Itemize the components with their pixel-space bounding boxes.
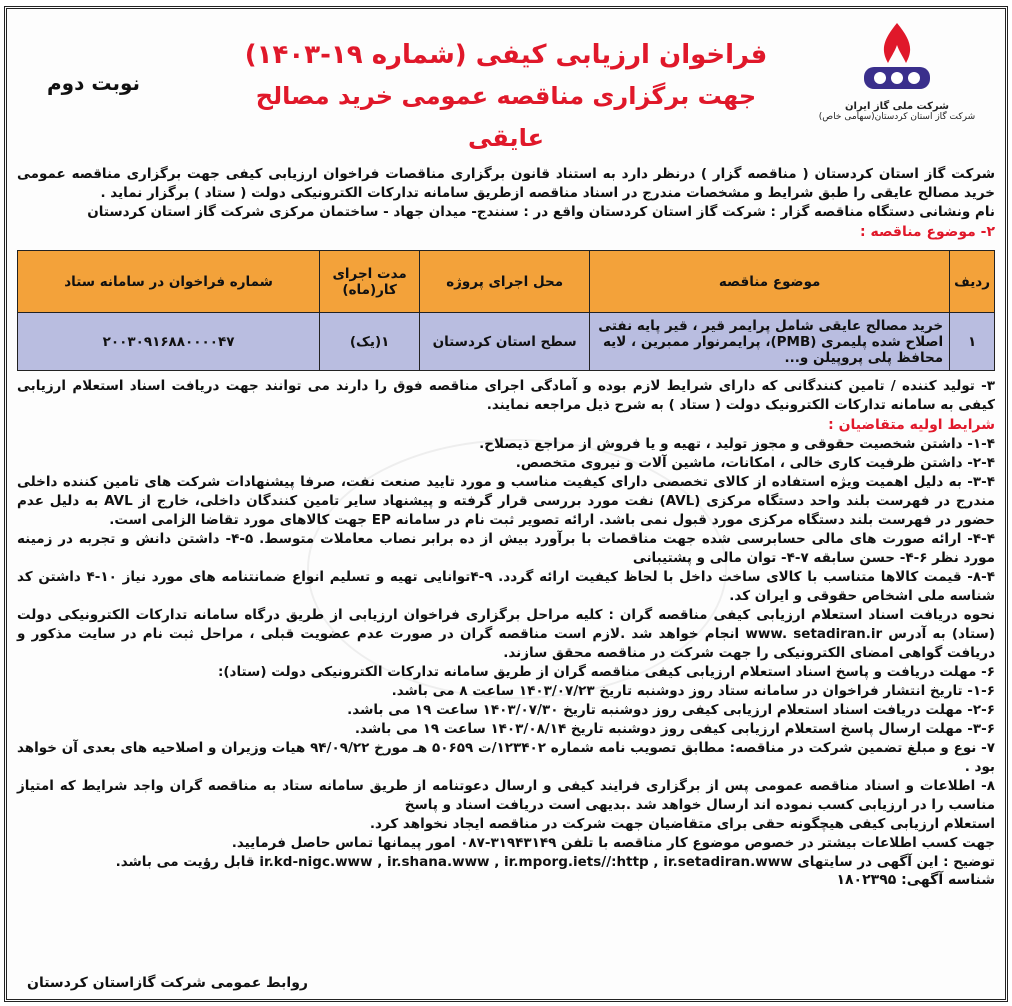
condition-3: ۳-۴- به دلیل اهمیت ویژه استفاده از کالای تخصصی دارای کیفیت مناسب و مورد تایید صنعت نفت، صرفا پیشنهادات شرکت های تامین کننده داخلی مندرج در فهرست بلند واحد دستگاه مرکزی (AVL) نفت مورد بررسی قرار گرفته و پیشنهاد سایر تامین کنندگان داخلی، خارج از AVL به دلیل عدم حضور در فهرست بلند دستگاه مرکزی مورد قبول نمی باشد. ارائه تصویر ثبت نام در سامانه EP جهت کالاهای مورد تقاضا الزامی است. <box>17 474 995 528</box>
tender-table <box>17 250 995 371</box>
section-subject-heading: ۲- موضوع مناقصه : <box>860 224 995 240</box>
row-location: سطح استان کردستان <box>420 313 590 371</box>
col-location: محل اجرای پروژه <box>420 251 590 313</box>
condition-1: ۱-۴- داشتن شخصیت حقوقی و مجوز تولید ، تهیه و یا فروش از مراجع ذیصلاح. <box>479 436 995 452</box>
table-row <box>18 313 995 371</box>
section-3-paragraph: ۳- تولید کننده / تامین کنندگانی که دارای شرایط لازم بوده و آمادگی اجرای مناقصه فوق را دارند می توانند جهت دریافت اسناد استعلام ارزیابی کیفی به سامانه تدارکات الکترونیک دولت ( ستاد ) به شرح ذیل مراجعه نمایند. <box>17 378 995 413</box>
section-7-paragraph: ۷- نوع و مبلغ تضمین شرکت در مناقصه: مطابق تصویب نامه شماره ۱۲۳۴۰۲/ت ۵۰۶۵۹ هـ مورخ ۹۴/۰۹/۲۲ هیات وزیران و اصلاحیه های بعدی آن خواهد بود . <box>17 740 995 775</box>
row-subject: خرید مصالح عایقی شامل پرایمر قیر ، قیر پایه نفتی اصلاح شده پلیمری (PMB)، پرایمرنوار ممبرین ، لایه محافظ پلی پروپیلن و... <box>590 313 950 371</box>
col-duration: مدت اجرای کار(ماه) <box>320 251 420 313</box>
condition-8: ۸-۴- قیمت کالاها متناسب با کالای ساخت داخل با لحاظ کیفیت ارائه گردد. ۹-۴توانایی تهیه و تسلیم انواع ضمانتنامه های مورد نیاز ۱۰-۴ داشتن کد شناسه ملی اشخاص حقوقی و ایران کد. <box>17 569 995 604</box>
section-6-heading: ۶- مهلت دریافت و پاسخ اسناد استعلام ارزیابی کیفی مناقصه گران از طریق سامانه تدارکات الکترونیکی دولت (ستاد): <box>217 664 995 680</box>
section-5-paragraph <box>17 606 995 663</box>
deadline-1: ۱-۶- تاریخ انتشار فراخوان در سامانه ستاد روز دوشنبه تاریخ ۱۴۰۳/۰۷/۲۳ ساعت ۸ می باشد. <box>391 683 995 699</box>
col-index: ردیف <box>950 251 995 313</box>
notice-subtitle: جهت برگزاری مناقصه عمومی خرید مصالح عایقی <box>255 82 757 152</box>
row-index: ۱ <box>950 313 995 371</box>
websites-paragraph: توضیح : این آگهی در سایتهای ir.kd-nigc.www , ir.shana.www , ir.mporg.iets//:http , ir.setadiran.www قابل رؤیت می باشد. <box>115 854 995 870</box>
company-logo <box>807 19 987 122</box>
conditions-heading: شرایط اولیه متقاضیان : <box>828 417 995 433</box>
col-subject: موضوع مناقصه <box>590 251 950 313</box>
table-header-row <box>18 251 995 313</box>
org-name: شرکت ملی گاز ایران <box>845 101 949 112</box>
ad-id: شناسه آگهی: ۱۸۰۲۳۹۵ <box>836 872 995 888</box>
section-5-text-b: انجام خواهد شد .لازم است مناقصه گران در صورت عدم عضویت قبلی ، مراحل ثبت نام در سایت مذکور و دریافت گواهی امضای الکترونیکی را جهت شرکت در مناقصه محقق سازند. <box>17 626 995 661</box>
row-duration: ۱(یک) <box>320 313 420 371</box>
notice-title: فراخوان ارزیابی کیفی (شماره ۱۹-۱۴۰۳) <box>244 40 768 70</box>
gas-flame-logo-icon <box>852 19 942 99</box>
setad-www: www. <box>745 626 788 642</box>
org-subname: شرکت گاز استان کردستان(سهامی خاص) <box>818 112 976 122</box>
condition-2: ۲-۴- داشتن ظرفیت کاری خالی ، امکانات، ماشین آلات و نیروی متخصص. <box>515 455 995 471</box>
row-number: ۲۰۰۳۰۹۱۶۸۸۰۰۰۰۴۷ <box>18 313 320 371</box>
contact-paragraph: جهت کسب اطلاعات بیشتر در خصوص موضوع کار مناقصه با تلفن ۳۱۹۴۳۱۴۹-۰۸۷ امور پیمانها تماس حاصل فرمایید. <box>231 835 995 851</box>
section-5-text-a: نحوه دریافت اسناد استعلام ارزیابی کیفی مناقصه گران : کلیه مراحل برگزاری فراخوان ارزیابی از طریق درگاه سامانه تدارکات الکترونیکی دولت (ستاد) به آدرس <box>17 607 995 642</box>
deadline-3: ۳-۶- مهلت ارسال پاسخ استعلام ارزیابی کیفی روز دوشنبه تاریخ ۱۴۰۳/۰۸/۱۴ ساعت ۱۹ می باشد. <box>354 721 995 737</box>
notice-frame <box>4 6 1008 1002</box>
round-label: نوبت دوم <box>47 71 141 95</box>
title-block <box>217 35 795 159</box>
public-relations: روابط عمومی شرکت گازاستان کردستان <box>27 975 308 991</box>
notice-header <box>17 15 995 165</box>
section-8-paragraph: ۸- اطلاعات و اسناد مناقصه عمومی پس از برگزاری فرایند کیفی و ارسال دعوتنامه از طریق سامانه ستاد به مناقصه گران واجد شرایط که امتیاز مناسب را در ارزیابی کسب نموده اند ارسال خواهد شد .بدیهی است دریافت اسناد و پاسخ <box>17 778 995 813</box>
intro-paragraph: شرکت گاز استان کردستان ( مناقصه گزار ) درنظر دارد به استناد قانون برگزاری مناقصات فراخوان ارزیابی کیفی جهت برگزاری مناقصه عمومی خرید مصالح عایقی را طبق شرایط و مشخصات مندرج در اسناد مناقصه ازطریق سامانه تدارکات الکترونیکی دولت ( ستاد ) برگزار نماید . <box>17 166 995 201</box>
organizer-address: نام ونشانی دستگاه مناقصه گزار : شرکت گاز استان کردستان واقع در : سنندج- میدان جهاد - ساختمان مرکزی شرکت گاز استان کردستان <box>87 204 995 220</box>
col-number: شماره فراخوان در سامانه ستاد <box>18 251 320 313</box>
deadline-2: ۲-۶- مهلت دریافت اسناد استعلام ارزیابی کیفی روز دوشنبه تاریخ ۱۴۰۳/۰۷/۳۰ ساعت ۱۹ می باشد. <box>347 702 995 718</box>
condition-4: ۴-۴- ارائه صورت های مالی حسابرسی شده جهت مناقصات با برآورد بیش از ده برابر نصاب معاملات متوسط. ۵-۴- داشتن دانش و تجربه در زمینه مورد نظر ۶-۴- حسن سابقه ۷-۴- توان مالی و پشتیبانی <box>17 531 996 566</box>
section-9-paragraph: استعلام ارزیابی کیفی هیچگونه حقی برای متقاضیان جهت شرکت در مناقصه ایجاد نخواهد کرد. <box>369 816 995 832</box>
setad-site: setadiran.ir <box>793 626 883 642</box>
